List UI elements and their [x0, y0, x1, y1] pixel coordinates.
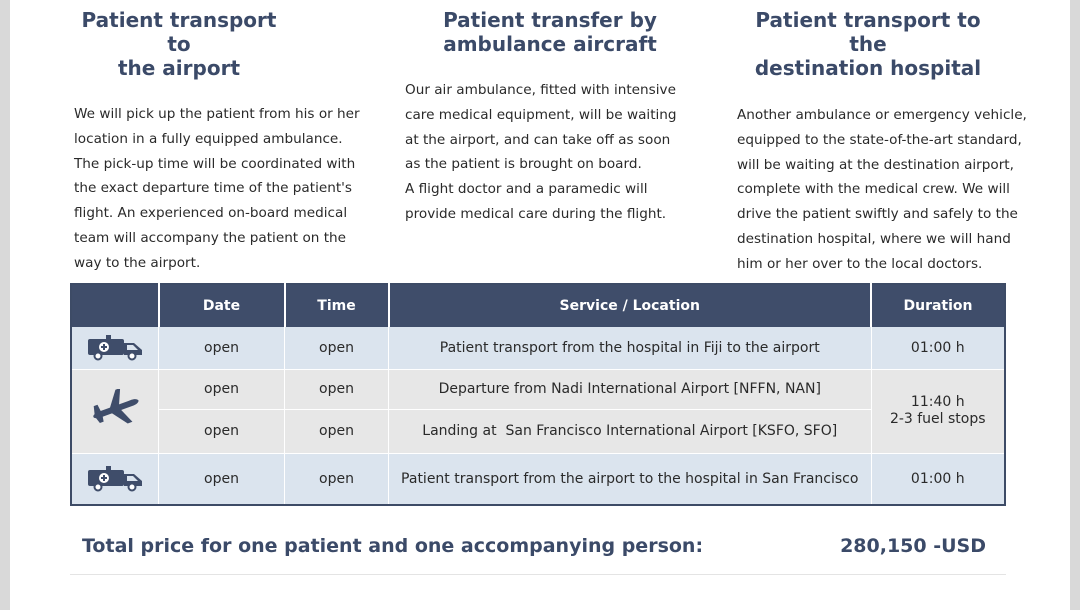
- header-icon-column: [71, 284, 159, 327]
- airplane-icon: [71, 369, 159, 453]
- column-title: Patient transport to the airport: [81, 8, 277, 80]
- table-row: [71, 369, 1005, 409]
- date-cell: open: [159, 409, 285, 453]
- service-cell: Departure from Nadi International Airport [NFFN, NAN]: [389, 369, 872, 409]
- total-price-row: [82, 535, 986, 561]
- service-cell: Patient transport from the airport to the hospital in San Francisco: [389, 453, 872, 505]
- ambulance-icon: [71, 453, 159, 505]
- time-cell: open: [285, 369, 389, 409]
- column-title: Patient transport to the destination hospital: [754, 8, 982, 80]
- time-cell: open: [285, 327, 389, 369]
- duration-cell: 01:00 h: [871, 453, 1005, 505]
- header-time: Time: [285, 284, 389, 327]
- column-title: Patient transfer by ambulance aircraft: [443, 8, 657, 56]
- schedule-table: [70, 283, 1006, 506]
- date-cell: open: [159, 453, 285, 505]
- date-cell: open: [159, 369, 285, 409]
- column-body: We will pick up the patient from his or her location in a fully equipped ambulance. The pick-up time will be coordinated with the exact departure time of the patient's flight. An experienced on-board medical team will accompany the patient on the way to the airport.: [74, 106, 360, 271]
- date-cell: open: [159, 327, 285, 369]
- duration-cell: [871, 369, 1005, 453]
- column-body: Another ambulance or emergency vehicle, equipped to the state-of-the-art standard, will be waiting at the destination airport, complete with the medical crew. We will drive the patient swiftly and safely to the destination hospital, where we will hand him or her over to the local doctors.: [737, 107, 1027, 272]
- table-row: [71, 409, 1005, 453]
- column-destination-hospital: [737, 8, 1037, 277]
- total-price-label: Total price for one patient and one accompanying person:: [82, 535, 704, 557]
- table-header-row: [71, 284, 1005, 327]
- total-price-value: 280,150 -USD: [840, 535, 986, 557]
- header-date: Date: [159, 284, 285, 327]
- divider: [70, 574, 1006, 575]
- table-row: [71, 453, 1005, 505]
- time-cell: open: [285, 453, 389, 505]
- table-row: [71, 327, 1005, 369]
- service-cell: Patient transport from the hospital in Fiji to the airport: [389, 327, 872, 369]
- column-ambulance-aircraft: [405, 8, 695, 227]
- duration-note: 2-3 fuel stops: [889, 411, 986, 427]
- column-body: Our air ambulance, fitted with intensive care medical equipment, will be waiting at the airport, and can take off as soon as the patient is brought on board. A flight doctor and a paramedic will provide medical care during the flight.: [405, 82, 677, 222]
- header-duration: Duration: [871, 284, 1005, 327]
- service-cell: Landing at San Francisco International Airport [KSFO, SFO]: [389, 409, 872, 453]
- time-cell: open: [285, 409, 389, 453]
- duration-cell: 01:00 h: [871, 327, 1005, 369]
- page: [10, 0, 1070, 610]
- header-service-location: Service / Location: [389, 284, 872, 327]
- ambulance-icon: [71, 327, 159, 369]
- duration-value: 11:40 h: [910, 394, 965, 410]
- column-airport-transport: [74, 8, 374, 276]
